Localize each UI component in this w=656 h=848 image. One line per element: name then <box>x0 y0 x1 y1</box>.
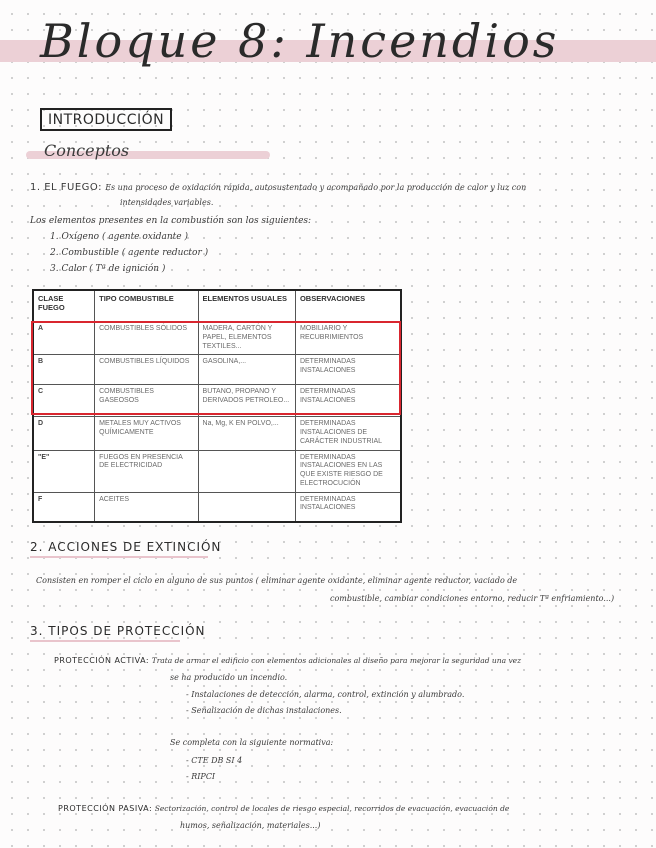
table-row <box>33 450 401 492</box>
table-cell: F <box>33 492 95 522</box>
table-cell <box>198 492 295 522</box>
table-cell: "E" <box>33 450 95 492</box>
table-row <box>33 417 401 450</box>
table-cell: DETERMINADAS INSTALACIONES DE CARÁCTER INDUSTRIAL <box>295 417 401 450</box>
active-protection-text <box>54 656 521 665</box>
table-cell: MOBILIARIO Y RECUBRIMIENTOS <box>295 322 401 355</box>
table-cell: DETERMINADAS INSTALACIONES <box>295 492 401 522</box>
table-cell: C <box>33 385 95 417</box>
section2-line2: combustible, cambiar condiciones entorno, reducir Tª enfriamiento...) <box>330 594 615 603</box>
table-cell: D <box>33 417 95 450</box>
element-item: 2. Combustible ( agente reductor ) <box>50 248 209 258</box>
table-row <box>33 492 401 522</box>
table-cell: FUEGOS EN PRESENCIA DE ELECTRICIDAD <box>95 450 198 492</box>
column-header: CLASE FUEGO <box>33 290 95 322</box>
table-cell: DETERMINADAS INSTALACIONES <box>295 355 401 385</box>
table-cell: BUTANO, PROPANO Y DERIVADOS PETROLEO... <box>198 385 295 417</box>
active-label: PROTECCIÓN ACTIVA: <box>54 656 150 665</box>
table-cell: DETERMINADAS INSTALACIONES EN LAS QUE EXISTE RIESGO DE ELECTROCUCIÓN <box>295 450 401 492</box>
column-header: TIPO COMBUSTIBLE <box>95 290 198 322</box>
table-cell: DETERMINADAS INSTALACIONES <box>295 385 401 417</box>
section1-label: 1. EL FUEGO: <box>30 182 102 193</box>
table-cell: COMBUSTIBLES GASEOSOS <box>95 385 198 417</box>
active-line2: se ha producido un incendio. <box>170 673 288 682</box>
table-header-row <box>33 290 401 322</box>
section2-underline <box>30 556 208 558</box>
active-item: - Instalaciones de detección, alarma, control, extinción y alumbrado. <box>186 690 465 699</box>
column-header: ELEMENTOS USUALES <box>198 290 295 322</box>
concept-heading: Conceptos <box>44 141 130 160</box>
page-title: Bloque 8: Incendios <box>40 14 560 68</box>
passive-line1: Sectorización, control de locales de riesgo especial, recorridos de evacuación, evacuación de <box>154 804 510 813</box>
section2-line1: Consisten en romper el ciclo en alguno de sus puntos ( eliminar agente oxidante, eliminar agente reductor, vaciado de <box>36 576 518 585</box>
active-line1: Trata de armar el edificio con elementos adicionales al diseño para mejorar la seguridad una vez <box>151 656 522 665</box>
element-item: 1. Oxígeno ( agente oxidante ) <box>50 232 188 242</box>
table-cell: Na, Mg, K EN POLVO,... <box>198 417 295 450</box>
table-cell <box>198 450 295 492</box>
table-cell: METALES MUY ACTIVOS QUÍMICAMENTE <box>95 417 198 450</box>
table-cell: COMBUSTIBLES LÍQUIDOS <box>95 355 198 385</box>
table-cell: A <box>33 322 95 355</box>
section3-underline <box>30 640 180 642</box>
norm-item: - RIPCI <box>186 772 216 781</box>
norm-item: - CTE DB SI 4 <box>186 756 243 765</box>
table-cell: COMBUSTIBLES SÓLIDOS <box>95 322 198 355</box>
table-cell: GASOLINA,... <box>198 355 295 385</box>
passive-line2: humos, señalización, materiales...) <box>180 821 321 830</box>
table-cell: ACEITES <box>95 492 198 522</box>
section2-label: 2. ACCIONES DE EXTINCIÓN <box>30 540 222 554</box>
table-cell: B <box>33 355 95 385</box>
passive-label: PROTECCIÓN PASIVA: <box>58 804 153 813</box>
column-header: OBSERVACIONES <box>295 290 401 322</box>
table-cell: MADERA, CARTÓN Y PAPEL, ELEMENTOS TEXTILES... <box>198 322 295 355</box>
elements-intro: Los elementos presentes en la combustión son los siguientes: <box>30 216 312 226</box>
section1-text <box>30 182 526 193</box>
section1-line1: Es una proceso de oxidación rápida, autosustentado y acompañado por la producción de calor y luz con <box>105 183 527 192</box>
norm-intro: Se completa con la siguiente normativa: <box>170 738 334 747</box>
element-item: 3. Calor ( Tª de ignición ) <box>50 264 166 274</box>
section1-line2: intensidades variables. <box>120 198 214 207</box>
intro-heading: INTRODUCCIÓN <box>40 108 172 131</box>
passive-protection-text <box>58 804 509 813</box>
active-item: - Señalización de dichas instalaciones. <box>186 706 342 715</box>
section3-label: 3. TIPOS DE PROTECCIÓN <box>30 624 206 638</box>
highlight-rectangle <box>31 321 401 415</box>
